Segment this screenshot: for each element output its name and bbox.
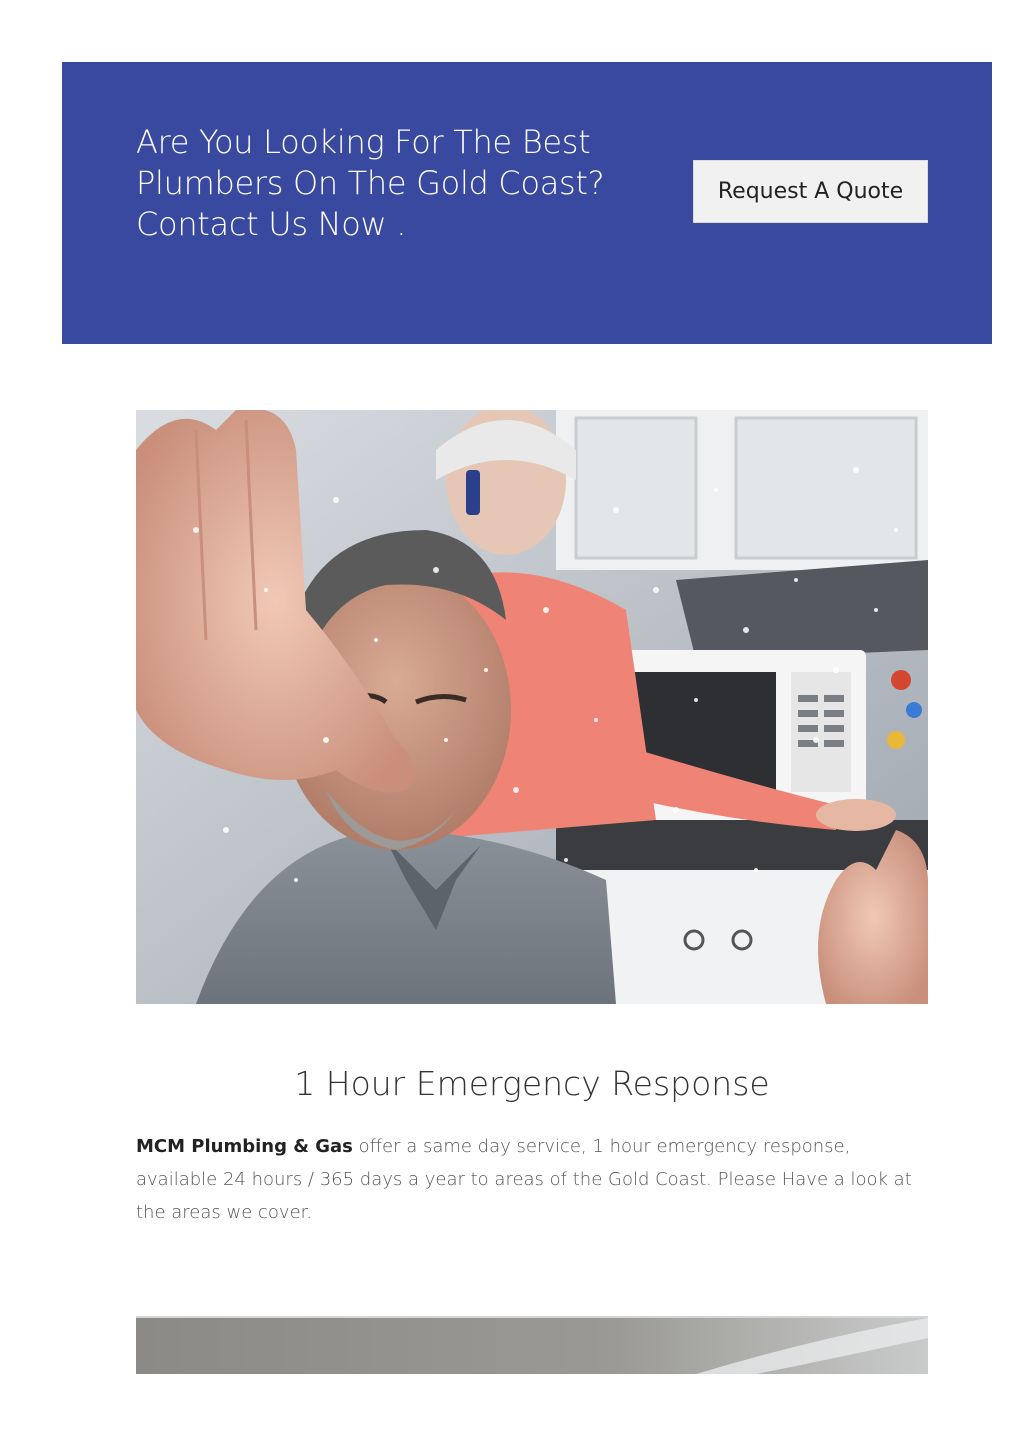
banner-heading-line-1: Are You Looking For The Best — [136, 123, 591, 161]
section-body — [136, 1130, 928, 1229]
hero-photo — [136, 410, 928, 1004]
hero-photo-illustration — [136, 410, 928, 1004]
banner-heading — [136, 122, 656, 245]
section-body-text: offer a same day service, 1 hour emergency response, available 24 hours / 365 days a year to areas of the Gold Coast. Please Have a look at the areas we cover. — [136, 1136, 912, 1223]
secondary-photo — [136, 1316, 928, 1374]
cta-banner — [62, 62, 992, 344]
banner-heading-line-3: Contact Us Now . — [136, 205, 407, 243]
banner-heading-line-2: Plumbers On The Gold Coast? — [136, 164, 605, 202]
company-name: MCM Plumbing & Gas — [136, 1136, 353, 1157]
section-heading: 1 Hour Emergency Response — [294, 1064, 770, 1103]
request-quote-button[interactable]: Request A Quote — [693, 160, 928, 223]
secondary-photo-illustration — [136, 1318, 928, 1374]
